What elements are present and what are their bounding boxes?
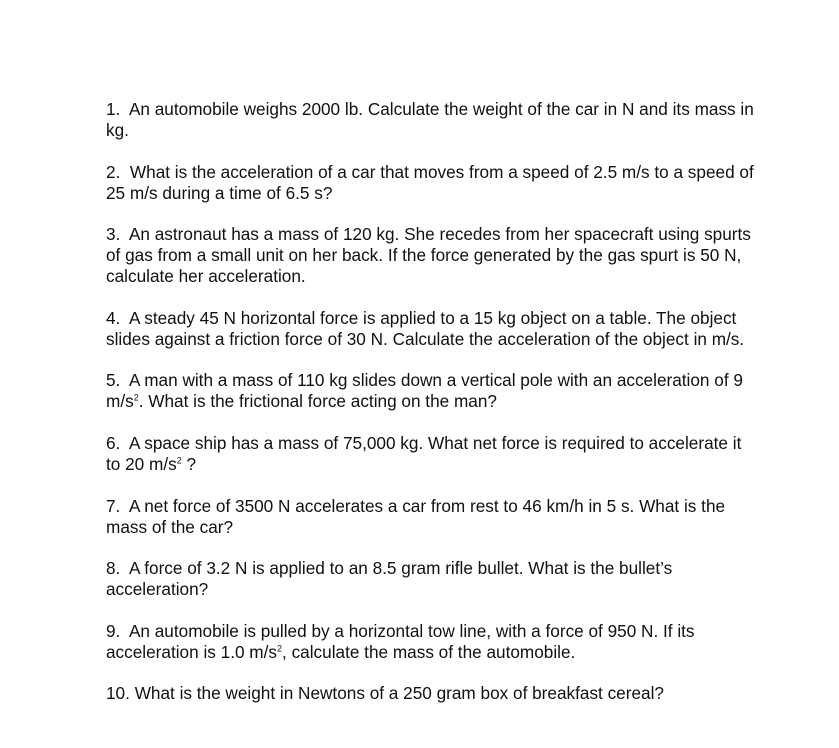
- question-text-continued: , calculate the mass of the automobile.: [282, 641, 576, 662]
- question-1: [106, 99, 756, 141]
- question-list: [106, 99, 756, 725]
- question-number: 4.: [106, 307, 121, 328]
- superscript: 2: [277, 643, 283, 654]
- question-5: [106, 370, 756, 412]
- question-text: What is the acceleration of a car that moves from a speed of 2.5 m/s to a speed of 25 m/s during a time of 6.5 s?: [106, 161, 754, 203]
- question-9: [106, 621, 756, 663]
- question-number: 3.: [106, 224, 121, 245]
- question-number: 10.: [106, 683, 130, 704]
- question-text-continued: . What is the frictional force acting on the man?: [138, 391, 497, 412]
- question-text: What is the weight in Newtons of a 250 gram box of breakfast cereal?: [134, 683, 664, 704]
- question-text: A steady 45 N horizontal force is applied to a 15 kg object on a table. The object slides against a friction force of 30 N. Calculate the acceleration of the object in m/s.: [106, 307, 745, 349]
- question-text: An automobile is pulled by a horizontal tow line, with a force of 950 N. If its acceleration is 1.0 m/s: [106, 620, 695, 662]
- question-3: [106, 224, 756, 287]
- question-10: [106, 683, 756, 704]
- question-number: 2.: [106, 161, 121, 182]
- superscript: 2: [133, 392, 139, 403]
- question-8: [106, 558, 756, 600]
- superscript: 2: [176, 455, 182, 466]
- question-2: [106, 162, 756, 204]
- question-text: A space ship has a mass of 75,000 kg. What net force is required to accelerate it to 20 m/s: [106, 432, 742, 474]
- question-7: [106, 496, 756, 538]
- question-number: 7.: [106, 495, 121, 516]
- question-text: An astronaut has a mass of 120 kg. She recedes from her spacecraft using spurts of gas from a small unit on her back. If the force generated by the gas spurt is 50 N, calculate her acceleration.: [106, 224, 751, 287]
- question-text: A man with a mass of 110 kg slides down a vertical pole with an acceleration of 9 m/s: [106, 370, 743, 412]
- question-number: 5.: [106, 370, 121, 391]
- question-text: A force of 3.2 N is applied to an 8.5 gram rifle bullet. What is the bullet’s acceleration?: [106, 558, 673, 600]
- question-6: [106, 433, 756, 475]
- question-text: An automobile weighs 2000 lb. Calculate the weight of the car in N and its mass in kg.: [106, 99, 754, 140]
- question-4: [106, 308, 756, 350]
- question-text-continued: ?: [181, 453, 197, 474]
- question-text: A net force of 3500 N accelerates a car from rest to 46 km/h in 5 s. What is the mass of the car?: [106, 495, 726, 537]
- question-number: 8.: [106, 558, 121, 579]
- question-number: 1.: [106, 99, 121, 119]
- question-number: 9.: [106, 620, 121, 641]
- question-number: 6.: [106, 432, 121, 453]
